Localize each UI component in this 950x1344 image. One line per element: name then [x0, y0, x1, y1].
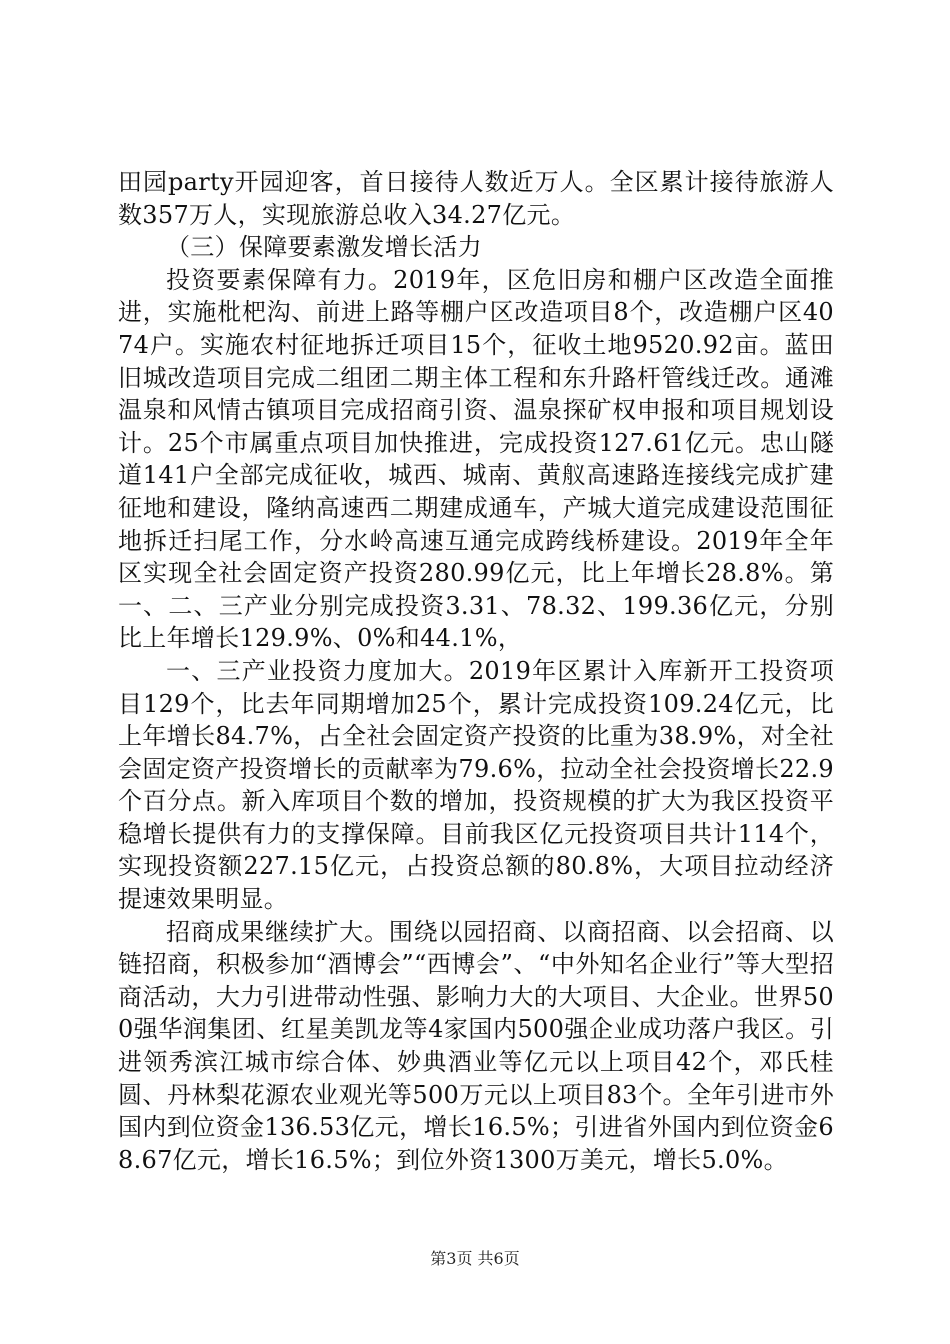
- paragraph-investment-guarantee: 投资要素保障有力。2019年，区危旧房和棚户区改造全面推进，实施枇杷沟、前进上路等棚户区改造项目8个，改造棚户区4074户。实施农村征地拆迁项目15个，征收土地9520.92亩。蓝田旧城改造项目完成二组团二期主体工程和东升路杆管线迁改。通滩温泉和风情古镇项目完成招商引资、温泉探矿权申报和项目规划设计。25个市属重点项目加快推进，完成投资127.61亿元。忠山隧道141户全部完成征收，城西、城南、黄舣高速路连接线完成扩建征地和建设，隆纳高速西二期建成通车，产城大道完成建设范围征地拆迁扫尾工作，分水岭高速互通完成跨线桥建设。2019年全年区实现全社会固定资产投资280.99亿元，比上年增长28.8%。第一、二、三产业分别完成投资3.31、78.32、199.36亿元，分别比上年增长129.9%、0%和44.1%，: [118, 265, 834, 653]
- section-heading-3: （三）保障要素激发增长活力: [166, 233, 482, 262]
- page-number-footer: 第3页 共6页: [430, 1249, 520, 1268]
- paragraph-industry-investment: 一、三产业投资力度加大。2019年区累计入库新开工投资项目129个，比去年同期增加25个，累计完成投资109.24亿元，比上年增长84.7%，占全社会固定资产投资的比重为38.9%，对全社会固定资产投资增长的贡献率为79.6%，拉动全社会投资增长22.9个百分点。新入库项目个数的增加，投资规模的扩大为我区投资平稳增长提供有力的支撑保障。目前我区亿元投资项目共计114个，实现投资额227.15亿元，占投资总额的80.8%，大项目拉动经济提速效果明显。: [118, 656, 834, 914]
- document-body: [118, 166, 834, 1176]
- paragraph-tourism-summary: 田园party开园迎客，首日接待人数近万人。全区累计接待旅游人数357万人，实现旅游总收入34.27亿元。: [118, 168, 834, 229]
- paragraph-investment-attraction: 招商成果继续扩大。围绕以园招商、以商招商、以会招商、以链招商，积极参加“酒博会”“西博会”、“中外知名企业行”等大型招商活动，大力引进带动性强、影响力大的大项目、大企业。世界500强华润集团、红星美凯龙等4家国内500强企业成功落户我区。引进领秀滨江城市综合体、妙典酒业等亿元以上项目42个，邓氏桂圆、丹林梨花源农业观光等500万元以上项目83个。全年引进市外国内到位资金136.53亿元，增长16.5%；引进省外国内到位资金68.67亿元，增长16.5%；到位外资1300万美元，增长5.0%。: [118, 917, 834, 1174]
